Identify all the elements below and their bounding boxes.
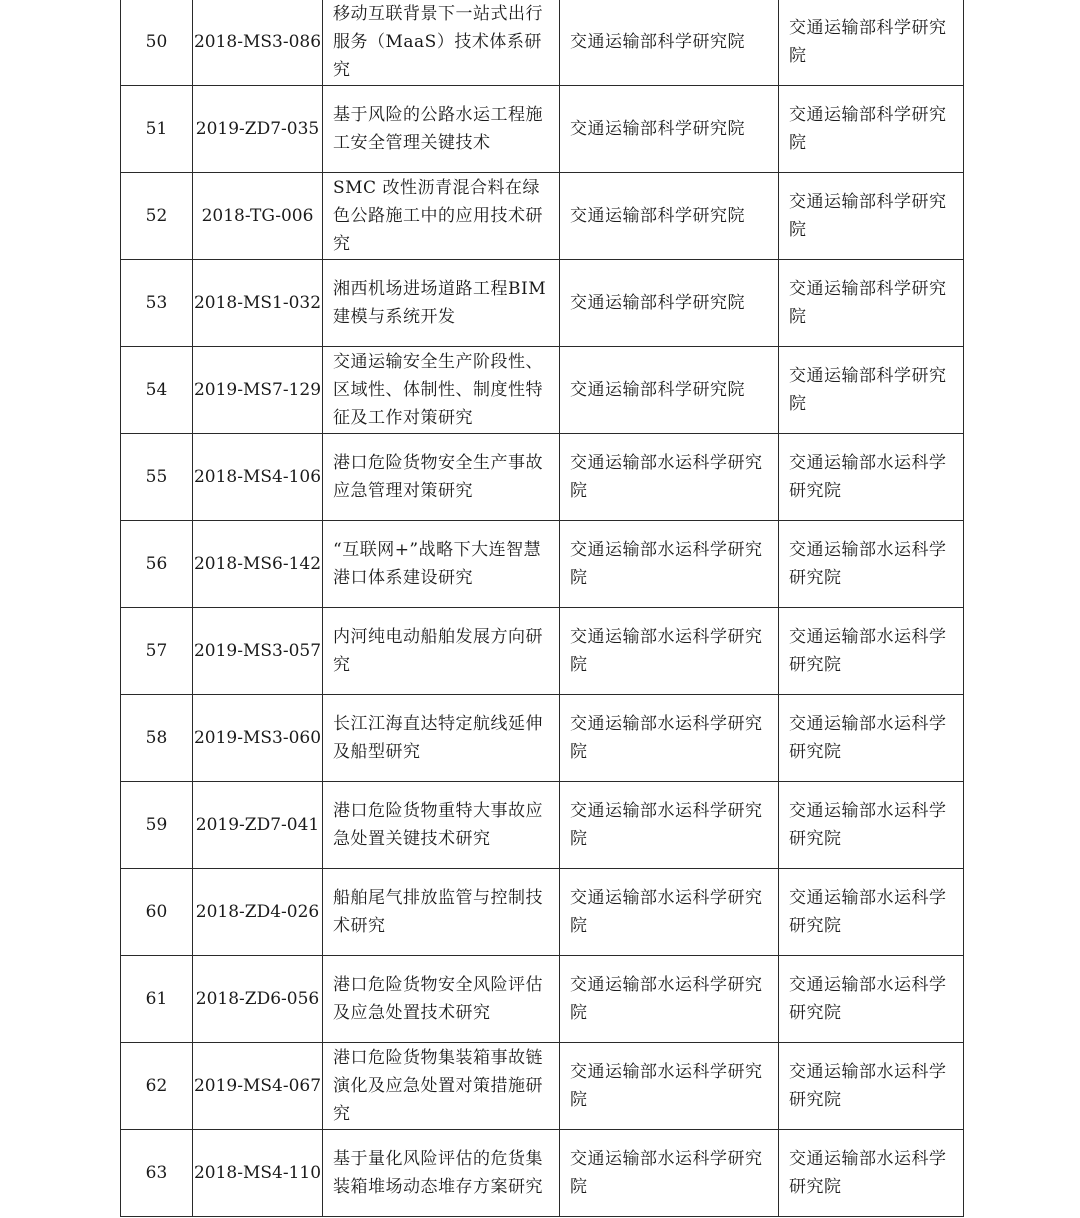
lead-unit: 交通运输部水运科学研究院 [779,434,964,521]
lead-unit: 交通运输部水运科学研究院 [779,1043,964,1130]
table-row [121,1130,964,1217]
project-name: SMC 改性沥青混合料在绿色公路施工中的应用技术研究 [323,173,560,260]
project-name: 基于风险的公路水运工程施工安全管理关键技术 [323,86,560,173]
lead-unit: 交通运输部水运科学研究院 [779,521,964,608]
project-code: 2018-MS6-142 [193,521,323,608]
undertaking-unit: 交通运输部水运科学研究院 [560,956,779,1043]
row-number: 59 [121,782,193,869]
row-number: 56 [121,521,193,608]
project-code: 2018-MS4-106 [193,434,323,521]
project-code: 2019-MS7-129 [193,347,323,434]
table-row [121,695,964,782]
row-number: 58 [121,695,193,782]
undertaking-unit: 交通运输部水运科学研究院 [560,521,779,608]
project-code: 2019-MS4-067 [193,1043,323,1130]
row-number: 52 [121,173,193,260]
table-row [121,260,964,347]
project-code: 2019-MS3-057 [193,608,323,695]
project-name: 移动互联背景下一站式出行服务（MaaS）技术体系研究 [323,0,560,86]
row-number: 54 [121,347,193,434]
project-code: 2019-ZD7-035 [193,86,323,173]
undertaking-unit: 交通运输部科学研究院 [560,260,779,347]
project-code: 2018-ZD4-026 [193,869,323,956]
row-number: 63 [121,1130,193,1217]
table-row [121,869,964,956]
table-row [121,608,964,695]
project-name: 交通运输安全生产阶段性、区域性、体制性、制度性特征及工作对策研究 [323,347,560,434]
row-number: 60 [121,869,193,956]
lead-unit: 交通运输部科学研究院 [779,347,964,434]
table-row [121,434,964,521]
project-name: 船舶尾气排放监管与控制技术研究 [323,869,560,956]
lead-unit: 交通运输部水运科学研究院 [779,695,964,782]
undertaking-unit: 交通运输部科学研究院 [560,86,779,173]
undertaking-unit: 交通运输部科学研究院 [560,173,779,260]
project-name: 内河纯电动船舶发展方向研究 [323,608,560,695]
project-name: 长江江海直达特定航线延伸及船型研究 [323,695,560,782]
table-row [121,956,964,1043]
undertaking-unit: 交通运输部科学研究院 [560,347,779,434]
project-code: 2018-MS1-032 [193,260,323,347]
table-row [121,173,964,260]
undertaking-unit: 交通运输部水运科学研究院 [560,695,779,782]
row-number: 61 [121,956,193,1043]
row-number: 51 [121,86,193,173]
undertaking-unit: 交通运输部水运科学研究院 [560,869,779,956]
lead-unit: 交通运输部科学研究院 [779,86,964,173]
undertaking-unit: 交通运输部水运科学研究院 [560,608,779,695]
project-code: 2018-MS4-110 [193,1130,323,1217]
project-name: 港口危险货物重特大事故应急处置关键技术研究 [323,782,560,869]
undertaking-unit: 交通运输部水运科学研究院 [560,1043,779,1130]
lead-unit: 交通运输部水运科学研究院 [779,782,964,869]
table-body [121,0,964,1217]
project-code: 2018-ZD6-056 [193,956,323,1043]
undertaking-unit: 交通运输部水运科学研究院 [560,1130,779,1217]
project-code: 2018-MS3-086 [193,0,323,86]
lead-unit: 交通运输部水运科学研究院 [779,608,964,695]
table-row [121,0,964,86]
row-number: 53 [121,260,193,347]
table-row [121,521,964,608]
row-number: 50 [121,0,193,86]
table-row [121,86,964,173]
project-name: 湘西机场进场道路工程BIM 建模与系统开发 [323,260,560,347]
lead-unit: 交通运输部科学研究院 [779,0,964,86]
project-name: 基于量化风险评估的危货集装箱堆场动态堆存方案研究 [323,1130,560,1217]
project-code: 2018-TG-006 [193,173,323,260]
project-code: 2019-MS3-060 [193,695,323,782]
lead-unit: 交通运输部科学研究院 [779,260,964,347]
undertaking-unit: 交通运输部水运科学研究院 [560,434,779,521]
row-number: 55 [121,434,193,521]
lead-unit: 交通运输部水运科学研究院 [779,956,964,1043]
lead-unit: 交通运输部科学研究院 [779,173,964,260]
project-name: 港口危险货物安全风险评估及应急处置技术研究 [323,956,560,1043]
table-row [121,347,964,434]
project-name: “互联网+”战略下大连智慧港口体系建设研究 [323,521,560,608]
project-name: 港口危险货物安全生产事故应急管理对策研究 [323,434,560,521]
row-number: 62 [121,1043,193,1130]
undertaking-unit: 交通运输部水运科学研究院 [560,782,779,869]
table-row [121,1043,964,1130]
lead-unit: 交通运输部水运科学研究院 [779,869,964,956]
table-row [121,782,964,869]
undertaking-unit: 交通运输部科学研究院 [560,0,779,86]
row-number: 57 [121,608,193,695]
project-code: 2019-ZD7-041 [193,782,323,869]
project-name: 港口危险货物集装箱事故链演化及应急处置对策措施研究 [323,1043,560,1130]
lead-unit: 交通运输部水运科学研究院 [779,1130,964,1217]
project-table [120,0,964,1217]
